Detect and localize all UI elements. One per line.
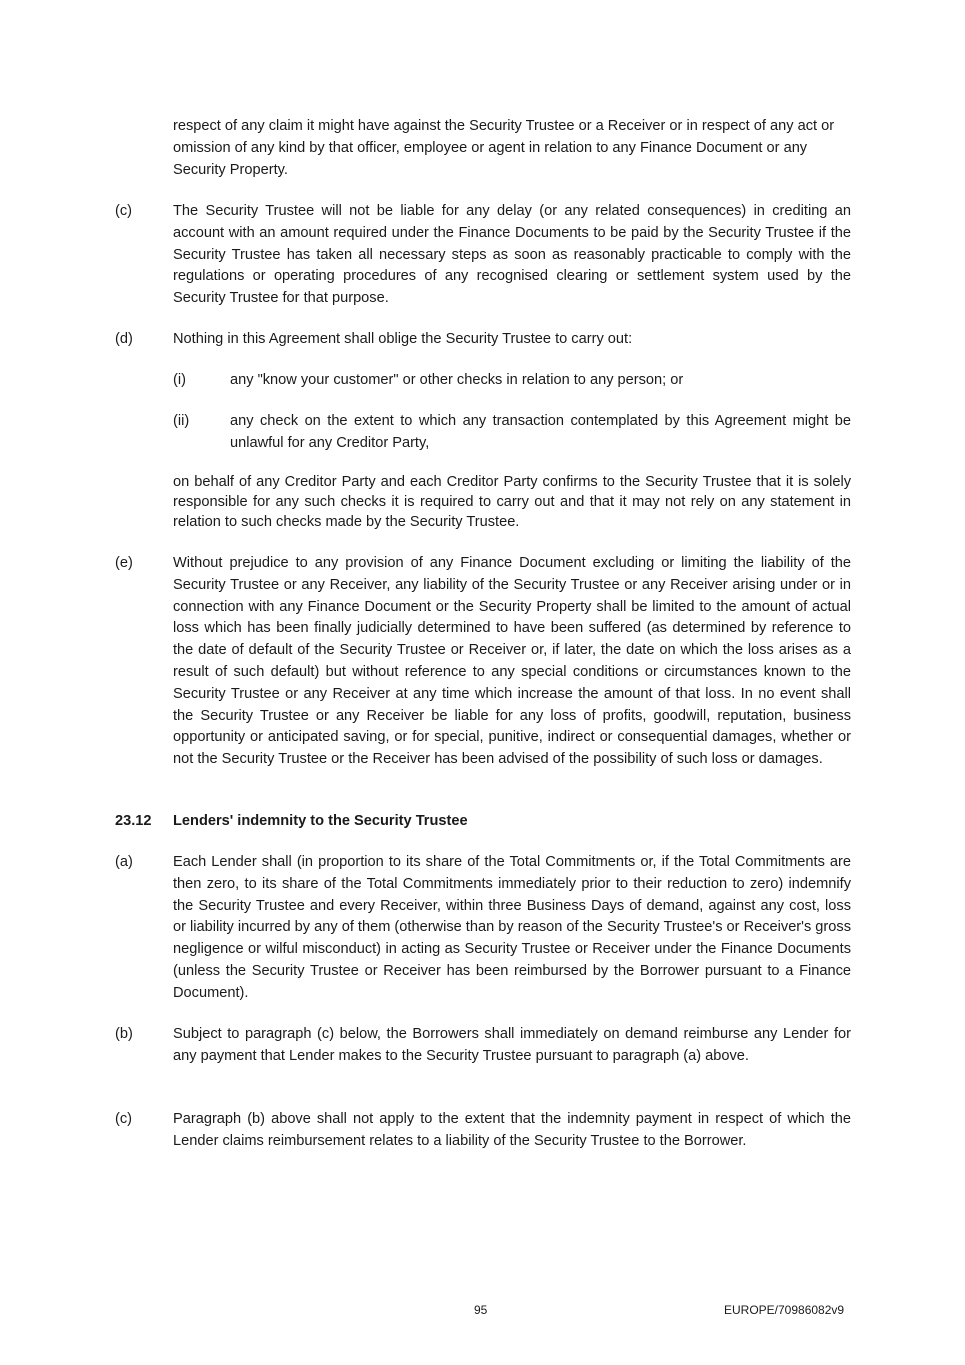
paragraph-d-text: Nothing in this Agreement shall oblige the Security Trustee to carry out:	[173, 331, 633, 347]
section-c-text: Paragraph (b) above shall not apply to the extent that the indemnity payment in respect of which the Lender claims reimbursement relates to a liability of the Security Trustee to the Borrower.	[173, 1111, 851, 1149]
page-number: 95	[474, 1303, 488, 1317]
subparagraph-ii-text: any check on the extent to which any transaction contemplated by this Agreement might be unlawful for any Creditor Party,	[230, 413, 851, 451]
paragraph-d-label: (d)	[115, 331, 133, 347]
section-heading: Lenders' indemnity to the Security Trustee	[173, 813, 468, 829]
document-reference: EUROPE/70986082v9	[724, 1303, 845, 1317]
paragraph-e-text: Without prejudice to any provision of any Finance Document excluding or limiting the liability of the Security Trustee or any Receiver, any liability of the Security Trustee or any Receiver arising under or in connection with any Finance Document or the Security Property shall be limited to the amount of actual loss which has been finally judicially determined to have been suffered (as determined by reference to the date of default of the Security Trustee or Receiver or, if later, the date on which the loss arises as a result of such default) but without reference to any special conditions or circumstances known to the Security Trustee or any Receiver at any time which increase the amount of that loss. In no event shall the Security Trustee or any Receiver be liable for any loss of profits, goodwill, reputation, business opportunity or anticipated saving, or for special, punitive, indirect or consequential damages, whether or not the Security Trustee or the Receiver has been advised of the possibility of such loss or damages.	[173, 555, 851, 768]
section-c-label: (c)	[115, 1111, 133, 1127]
section-number: 23.12	[115, 813, 152, 829]
paragraph-c-label: (c)	[115, 203, 133, 219]
section-a-text: Each Lender shall (in proportion to its share of the Total Commitments or, if the Total Commitments are then zero, to its share of the Total Commitments immediately prior to their reduction to zero) indemnify the Security Trustee and every Receiver, within three Business Days of demand, against any cost, loss or liability incurred by any of them (otherwise than by reason of the Security Trustee's or Receiver's gross negligence or wilful misconduct) in acting as Security Trustee or Receiver under the Finance Documents (unless the Security Trustee or Receiver has been reimbursed by the Borrower pursuant to a Finance Document).	[173, 854, 851, 1001]
paragraph-e-label: (e)	[115, 555, 133, 571]
section-a-label: (a)	[115, 854, 133, 870]
paragraph-c-text: The Security Trustee will not be liable for any delay (or any related consequences) in crediting an account with an amount required under the Finance Documents to be paid by the Security Trustee if the Security Trustee has taken all necessary steps as soon as reasonably practicable to comply with the regulations or operating procedures of any recognised clearing or settlement system used by the Security Trustee for that purpose.	[173, 203, 851, 307]
subparagraph-i-label: (i)	[173, 372, 186, 388]
intro-paragraph: respect of any claim it might have against the Security Trustee or a Receiver or in respect of any act or omission of any kind by that officer, employee or agent in relation to any Finance Document or any Security Property.	[173, 118, 835, 178]
subparagraph-i-text: any "know your customer" or other checks in relation to any person; or	[230, 372, 684, 388]
section-b-text: Subject to paragraph (c) below, the Borrowers shall immediately on demand reimburse any Lender for any payment that Lender makes to the Security Trustee pursuant to paragraph (a) above.	[173, 1026, 851, 1064]
paragraph-d-tail: on behalf of any Creditor Party and each Creditor Party confirms to the Security Trustee that it is solely responsible for any such checks it is required to carry out and that it may not rely on any statement in relation to such checks made by the Security Trustee.	[173, 474, 851, 530]
section-b-label: (b)	[115, 1026, 133, 1042]
subparagraph-ii-label: (ii)	[173, 413, 190, 429]
